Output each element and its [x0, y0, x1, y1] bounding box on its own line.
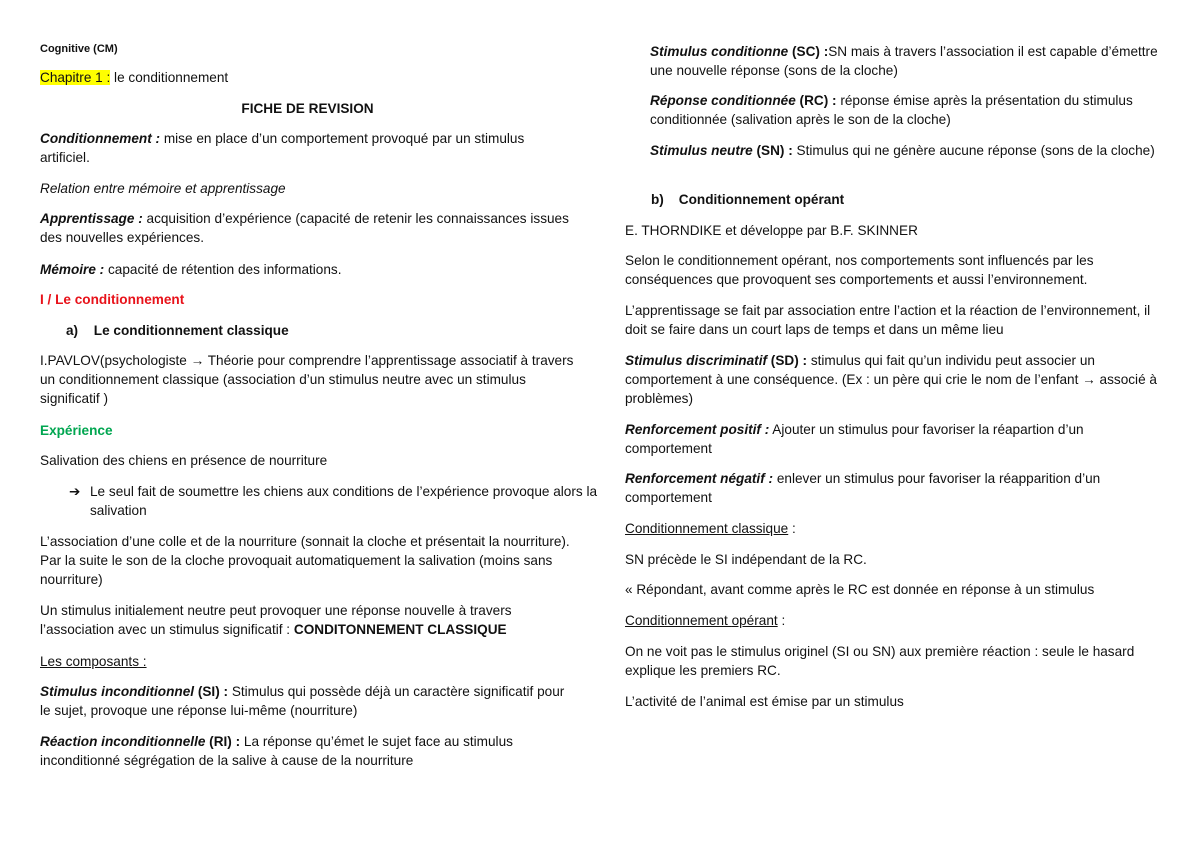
co-heading	[625, 611, 1160, 630]
term-renforcement-positif: Renforcement positif :	[625, 422, 770, 437]
def-conditionnement	[40, 129, 575, 167]
term-si: Stimulus inconditionnel	[40, 684, 195, 699]
neutral-text: Un stimulus initialement neutre peut provoquer une réponse nouvelle à travers l’association avec un stimulus significatif :	[40, 603, 512, 637]
abbr-sn: (SN) :	[752, 143, 793, 158]
def-text: SN mais à travers l’association il est capable d’émettre une nouvelle réponse (sons de la cloche)	[650, 44, 1158, 78]
neutral-bold: CONDITONNEMENT CLASSIQUE	[293, 622, 507, 637]
arrow-right-icon: ➔	[69, 484, 81, 499]
def-text: La réponse qu’émet le sujet face au stimulus inconditionné ségrégation de la salive à cause de la nourriture	[40, 734, 513, 768]
pavlov-head: I.PAVLOV(	[40, 353, 105, 368]
def-text: Stimulus qui possède déjà un caractère significatif pour le sujet, provoque une réponse lui-même (nourriture)	[40, 684, 565, 718]
def-si	[40, 682, 575, 720]
experience-heading: Expérience	[40, 423, 113, 438]
term-renforcement-negatif: Renforcement négatif :	[625, 471, 774, 486]
arrow-bullet-item	[40, 482, 625, 520]
term-sn: Stimulus neutre	[650, 143, 753, 158]
abbr-rc: (RC) :	[795, 93, 837, 108]
term-conditionnement: Conditionnement :	[40, 131, 161, 146]
def-sc	[625, 42, 1160, 80]
cc-heading-a: Conditionnement	[625, 521, 732, 536]
association-paragraph: L’association d’une colle et de la nourriture (sonnait la cloche et présentait la nourriture). Par la suite le son de la cloche provoquait automatiquement la salivation (moins sans nourriture)	[40, 534, 570, 587]
co-text-2: L’activité de l’animal est émise par un stimulus	[625, 694, 904, 709]
term-memoire: Mémoire :	[40, 262, 105, 277]
pavlov-paragraph	[40, 351, 575, 408]
cc-heading-c: :	[788, 521, 796, 536]
relation-line: Relation entre mémoire et apprentissage	[40, 181, 286, 196]
thorndike-line: E. THORNDIKE et développe par B.F. SKINNER	[625, 223, 918, 238]
chapter-title: le conditionnement	[110, 70, 229, 85]
def-text: stimulus qui fait qu’un individu peut associer un comportement à une conséquence. (Ex : un père qui crie le nom de l’enfant → associé à problèmes)	[625, 353, 1157, 406]
def-rc	[625, 91, 1160, 129]
left-column	[40, 0, 598, 768]
term-apprentissage: Apprentissage :	[40, 211, 143, 226]
def-apprentissage	[40, 209, 575, 247]
page-title: FICHE DE REVISION	[241, 101, 374, 116]
selon-paragraph: Selon le conditionnement opérant, nos comportements sont influencés par les conséquences que provoquent ses comportements et aussi l’environnement.	[625, 253, 1094, 287]
cc-text-2: « Répondant, avant comme après le RC est donnée en réponse à un stimulus	[625, 582, 1095, 597]
subsection-a-heading	[40, 321, 601, 340]
def-sn	[625, 141, 1160, 160]
subsection-title: Le conditionnement classique	[93, 323, 289, 338]
term-ri: Réaction inconditionnelle	[40, 734, 206, 749]
abbr-sc: (SC) :	[788, 44, 829, 59]
co-heading-c: :	[777, 613, 786, 628]
pavlov-text: psychologiste → Théorie pour comprendre l’apprentissage associatif à travers un conditionnement classique (association d’un stimulus neutre avec un stimulus significatif )	[40, 353, 574, 406]
cc-heading	[625, 519, 1160, 538]
def-text: acquisition d’expérience (capacité de retenir les connaissances issues des nouvelles expériences.	[40, 211, 569, 245]
chapter-label: Chapitre 1 :	[40, 70, 111, 85]
def-ri	[40, 732, 575, 770]
def-text: enlever un stimulus pour favoriser la réapparition d’un comportement	[625, 471, 1101, 505]
def-text: réponse émise après la présentation du stimulus conditionnée (salivation après le son de la cloche)	[650, 93, 1133, 127]
chapter-line	[40, 68, 575, 87]
subsection-label: b)	[651, 192, 664, 207]
def-renforcement-positif	[625, 420, 1160, 458]
abbr-sd: (SD) :	[767, 353, 808, 368]
co-heading-a: Conditionnement	[625, 613, 732, 628]
def-text: capacité de rétention des informations.	[104, 262, 342, 277]
def-renforcement-negatif	[625, 469, 1160, 507]
neutral-paragraph	[40, 601, 575, 639]
subsection-b-heading	[625, 190, 1186, 209]
def-text: Ajouter un stimulus pour favoriser la réapartion d’un comportement	[625, 422, 1084, 456]
cc-heading-b: classique	[731, 521, 789, 536]
arrow-bullet-text: Le seul fait de soumettre les chiens aux conditions de l’expérience provoque alors la salivation	[90, 484, 598, 518]
term-sd: Stimulus discriminatif	[625, 353, 768, 368]
def-memoire	[40, 260, 575, 279]
term-rc: Réponse conditionnée	[650, 93, 796, 108]
composants-heading: Les composants :	[40, 654, 147, 669]
cc-text-1: SN précède le SI indépendant de la RC.	[625, 552, 867, 567]
co-text-1: On ne voit pas le stimulus originel (SI ou SN) aux première réaction : seule le hasard explique les premiers RC.	[625, 644, 1135, 678]
apprentissage-paragraph: L’apprentissage se fait par association entre l’action et la réaction de l’environnement, il doit se faire dans un court laps de temps et dans un même lieu	[625, 303, 1151, 337]
course-header: Cognitive (CM)	[40, 43, 118, 55]
section-heading: I / Le conditionnement	[40, 292, 185, 307]
def-text: mise en place d’un comportement provoqué par un stimulus artificiel.	[40, 131, 525, 165]
experience-text: Salivation des chiens en présence de nourriture	[40, 453, 328, 468]
abbr-si: (SI) :	[194, 684, 229, 699]
def-text: Stimulus qui ne génère aucune réponse (sons de la cloche)	[792, 143, 1155, 158]
term-sc: Stimulus conditionne	[650, 44, 789, 59]
co-heading-b: opérant	[731, 613, 778, 628]
subsection-label: a)	[66, 323, 79, 338]
subsection-title: Conditionnement opérant	[678, 192, 845, 207]
def-sd	[625, 351, 1160, 408]
abbr-ri: (RI) :	[205, 734, 241, 749]
